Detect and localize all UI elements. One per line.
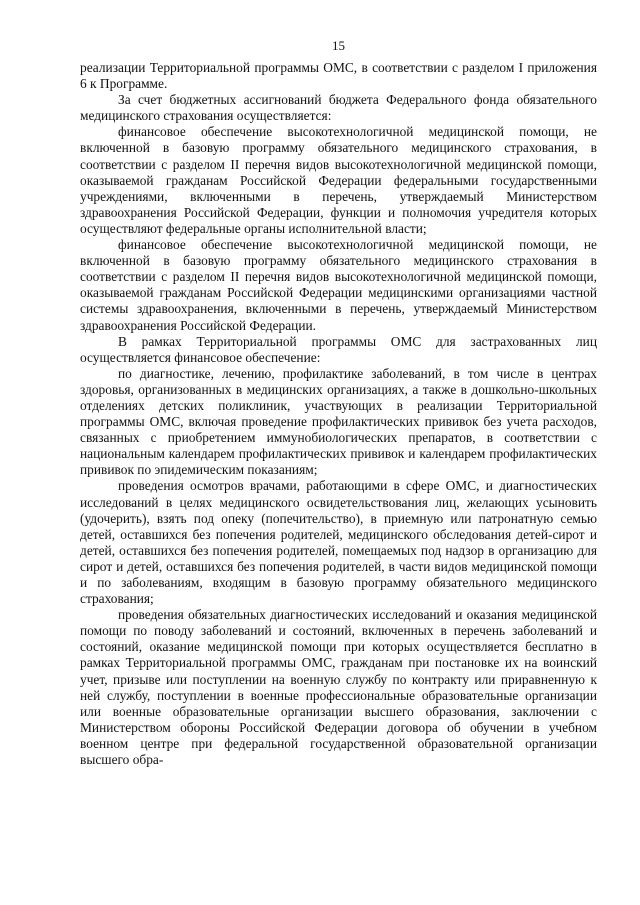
- paragraph-8: проведения обязательных диагностических исследований и оказания медицинской помощи по поводу заболеваний и состояний, включенных в перечень заболеваний и состояний, оказание медицинской помощи при которых осуществляется бесплатно в рамках Территориальной программы ОМС, гражданам при постановке их на воинский учет, призыве или поступлении на военную службу по контракту или приравненную к ней службу, поступлении в военные профессиональные образовательные организации или военные образовательные организации высшего образования, заключении с Министерством обороны Российской Федерации договора об обучении в учебном военном центре при федеральной государственной образовательной организации высшего обра-: [80, 607, 597, 768]
- document-body: [80, 60, 597, 768]
- page-number: 15: [332, 38, 345, 53]
- paragraph-1: реализации Территориальной программы ОМС, в соответствии с разделом I приложения 6 к Программе.: [80, 60, 597, 92]
- paragraph-4: финансовое обеспечение высокотехнологичной медицинской помощи, не включенной в базовую программу обязательного медицинского страхования в соответствии с разделом II перечня видов высокотехнологичной медицинской помощи, оказываемой гражданам Российской Федерации медицинскими организациями частной системы здравоохранения, включенными в перечень, утверждаемый Министерством здравоохранения Российской Федерации.: [80, 237, 597, 333]
- paragraph-2: За счет бюджетных ассигнований бюджета Федерального фонда обязательного медицинского страхования осуществляется:: [80, 92, 597, 124]
- paragraph-6: по диагностике, лечению, профилактике заболеваний, в том числе в центрах здоровья, организованных в медицинских организациях, а также в дошкольно-школьных отделениях детских поликлиник, участвующих в реализации Территориальной программы ОМС, включая проведение профилактических прививок без учета расходов, связанных с приобретением иммунобиологических препаратов, в соответствии с национальным календарем профилактических прививок и календарем профилактических прививок по эпидемическим показаниям;: [80, 365, 597, 478]
- paragraph-5: В рамках Территориальной программы ОМС для застрахованных лиц осуществляется финансовое обеспечение:: [80, 333, 597, 365]
- paragraph-7: проведения осмотров врачами, работающими в сфере ОМС, и диагностических исследований в целях медицинского освидетельствования лиц, желающих усыновить (удочерить), взять под опеку (попечительство), в приемную или патронатную семью детей, оставшихся без попечения родителей, медицинского обследования детей-сирот и детей, оставшихся без попечения родителей, помещаемых под надзор в организацию для сирот и детей, оставшихся без попечения родителей, в части видов медицинской помощи и по заболеваниям, входящим в базовую программу обязательного медицинского страхования;: [80, 478, 597, 607]
- paragraph-3: финансовое обеспечение высокотехнологичной медицинской помощи, не включенной в базовую программу обязательного медицинского страхования, в соответствии с разделом II перечня видов высокотехнологичной медицинской помощи, оказываемой гражданам Российской Федерации федеральными государственными учреждениями, включенными в перечень, утверждаемый Министерством здравоохранения Российской Федерации, функции и полномочия учредителя которых осуществляют федеральные органы исполнительной власти;: [80, 124, 597, 236]
